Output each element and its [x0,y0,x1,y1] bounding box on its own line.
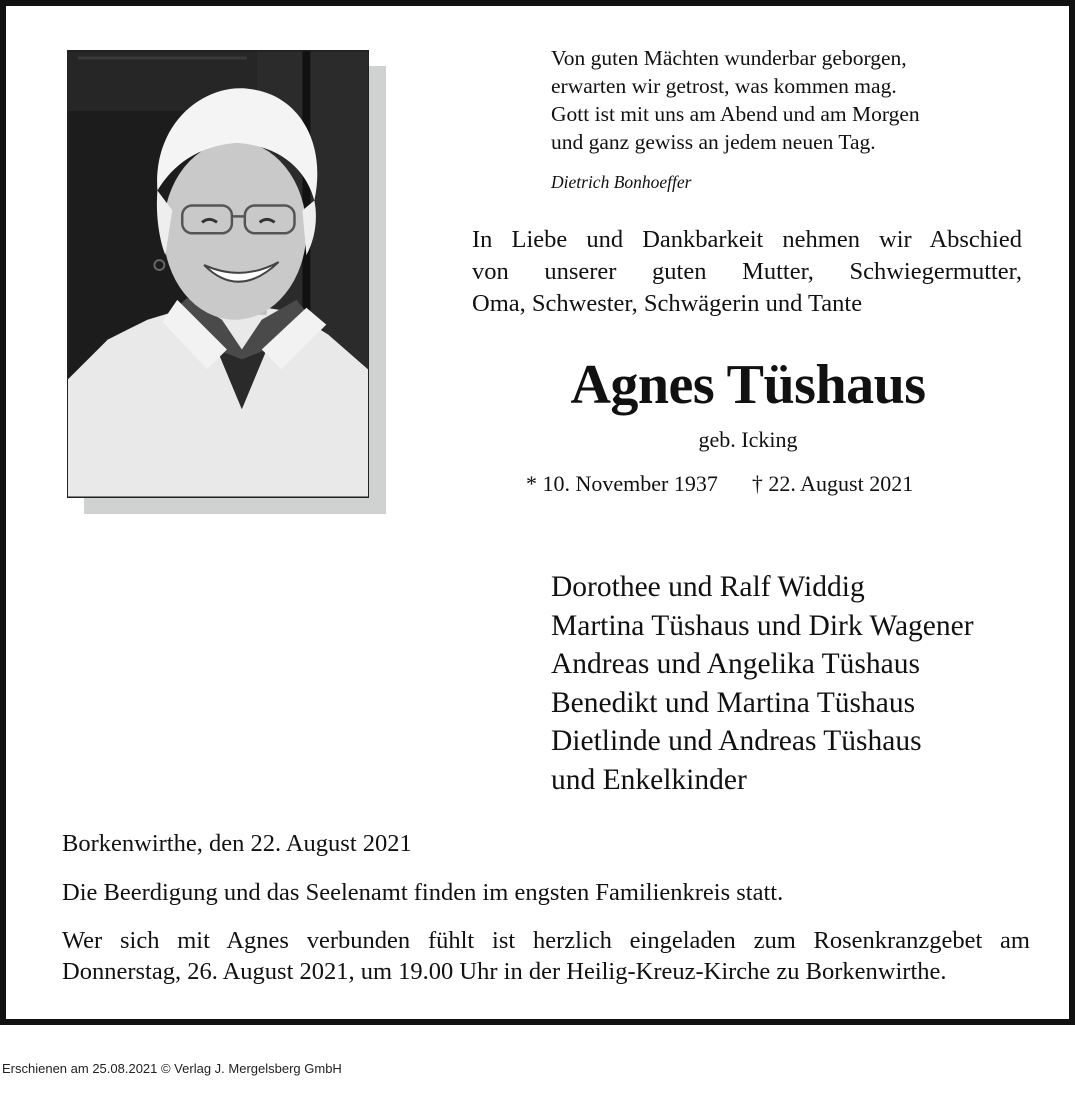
mourner-entry: und Enkelkinder [551,763,747,796]
publication-footer: Erschienen am 25.08.2021 © Verlag J. Mergelsberg GmbH [2,1061,342,1076]
quote-line: Von guten Mächten wunderbar geborgen, [551,46,907,70]
mourner-entry: Dietlinde und Andreas Tüshaus [551,725,922,757]
portrait-image [68,51,368,497]
deceased-name: Agnes Tüshaus [570,354,926,416]
farewell-line: In Liebe und Dankbarkeit nehmen wir Abschied [472,226,1022,253]
mourner-entry: Dorothee und Ralf Widdig [551,571,865,603]
birth-date: * 10. November 1937 [526,471,718,496]
quote-line: und ganz gewiss an jedem neuen Tag. [551,130,876,154]
quote-line: Gott ist mit uns am Abend und am Morgen [551,102,920,126]
rosary-notice [62,925,1030,987]
mourner-entry: Andreas und Angelika Tüshaus [551,648,920,680]
maiden-name: geb. Icking [698,427,798,452]
mourner-entry: Benedikt und Martina Tüshaus [551,686,916,719]
mourner-entry: Martina Tüshaus und Dirk Wagener [551,609,974,642]
portrait-photo [67,50,369,498]
farewell-line: Oma, Schwester, Schwägerin und Tante [472,290,863,317]
mourners-list [551,568,1051,799]
quote-author: Dietrich Bonhoeffer [551,172,692,192]
place-and-date: Borkenwirthe, den 22. August 2021 [62,830,412,857]
funeral-notice: Die Beerdigung und das Seelenamt finden im engsten Familienkreis statt. [62,879,784,906]
farewell-text [472,224,1022,320]
life-dates [526,470,913,498]
quote-line: erwarten wir getrost, was kommen mag. [551,74,897,98]
bonhoeffer-quote [551,44,1021,156]
rosary-line: Donnerstag, 26. August 2021, um 19.00 Uhr in der Heilig-Kreuz-Kirche zu Borkenwirthe. [62,958,947,985]
rosary-line: Wer sich mit Agnes verbunden fühlt ist herzlich eingeladen zum Rosenkranzgebet am [62,927,1030,954]
death-date: † 22. August 2021 [751,471,914,496]
farewell-line: von unserer guten Mutter, Schwiegermutter, [472,258,1022,285]
